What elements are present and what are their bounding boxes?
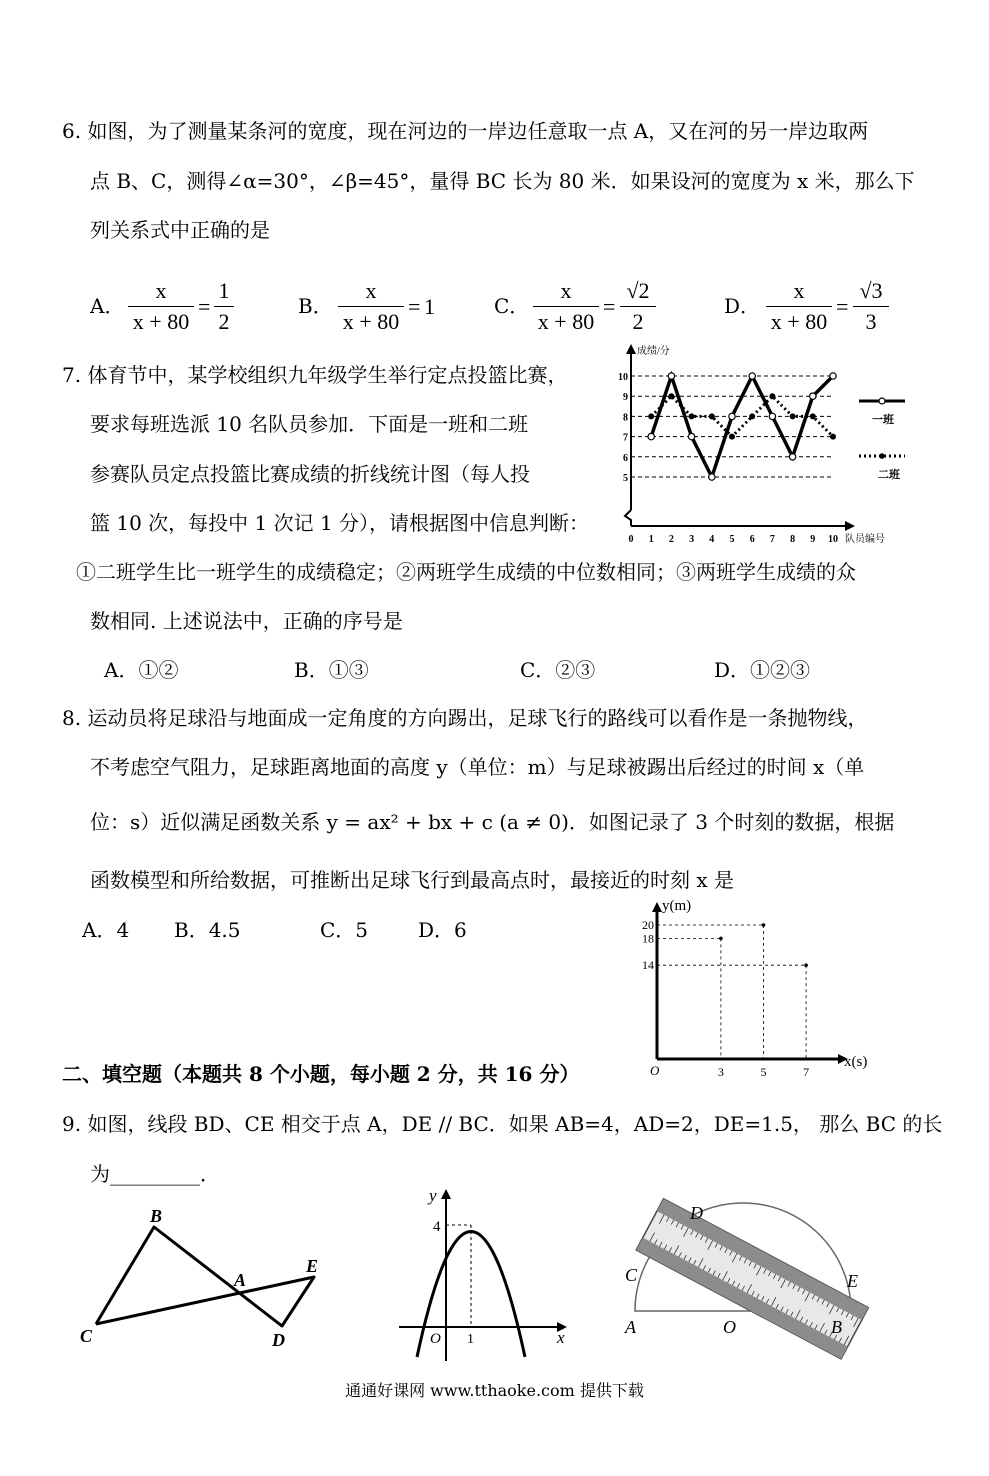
- data-point: [762, 923, 766, 927]
- q7-line4: 篮 10 次，每投中 1 次记 1 分），请根据图中信息判断：: [90, 511, 590, 535]
- numerator: x: [365, 278, 377, 303]
- y-tick-label: 9: [623, 392, 628, 404]
- x-tick-label: 6: [749, 534, 755, 545]
- q8-line3: 位：s）近似满足函数关系 y = ax² + bx + c (a ≠ 0)．如图记录了 3 个时刻的数据，根据: [90, 810, 895, 834]
- fraction-lhs: [766, 278, 832, 335]
- fraction-lhs: [533, 278, 599, 335]
- class2-point: [830, 434, 836, 440]
- class1-point: [810, 393, 816, 399]
- option-label: C．: [494, 294, 530, 318]
- option-label: B．: [298, 294, 333, 318]
- equals-sign: =: [198, 294, 211, 319]
- x-tick-label: 0: [628, 534, 634, 545]
- label-d: D: [690, 1203, 703, 1223]
- rhs-value: 1: [424, 294, 435, 319]
- label-e: E: [847, 1271, 858, 1291]
- denominator: 2: [632, 309, 644, 334]
- label-origin: O: [430, 1331, 441, 1347]
- y-tick-label: 6: [623, 452, 628, 464]
- x-tick-label: 3: [717, 1065, 724, 1079]
- numerator: √3: [859, 278, 883, 303]
- label-x: x: [557, 1328, 565, 1347]
- fraction-rhs: [214, 278, 234, 335]
- basketball-score-line-chart: [615, 342, 915, 557]
- x-tick-label: 5: [729, 534, 735, 545]
- denominator: x + 80: [770, 309, 828, 334]
- class1-point: [830, 373, 836, 379]
- data-point: [719, 937, 723, 941]
- denominator: 3: [865, 309, 877, 334]
- fraction-rhs: [620, 278, 656, 335]
- numerator: x: [155, 278, 167, 303]
- x-tick-label: 2: [668, 534, 674, 545]
- football-height-chart: [630, 890, 890, 1090]
- legend-class1-marker: [879, 398, 885, 404]
- class2-point: [709, 413, 715, 419]
- q7-line2: 要求每班选派 10 名队员参加．下面是一班和二班: [90, 412, 529, 436]
- label-a: A: [625, 1317, 636, 1337]
- label-b: B: [831, 1317, 842, 1337]
- x-tick-label: 3: [689, 534, 695, 545]
- y-axis-arrow: [441, 1189, 451, 1199]
- legend-class2-marker: [879, 453, 885, 459]
- class2-point: [648, 413, 654, 419]
- triangle-figure: [70, 1200, 340, 1360]
- x-axis-label: 队员编号: [845, 534, 885, 545]
- parabola-figure: [395, 1185, 575, 1365]
- y-axis-label: 成绩/分: [637, 346, 670, 357]
- label-o: O: [723, 1317, 736, 1337]
- y-tick-label: 8: [623, 412, 628, 424]
- denominator: x + 80: [132, 309, 190, 334]
- label-c: C: [80, 1326, 93, 1346]
- fraction-rhs: [853, 278, 889, 335]
- y-tick-label: 5: [623, 473, 628, 484]
- class1-point: [688, 433, 694, 439]
- q6-line1: 6. 如图，为了测量某条河的宽度，现在河边的一岸边任意取一点 A，又在河的另一岸边取两: [62, 119, 869, 143]
- axis-break: [625, 510, 631, 526]
- x-tick-label: 9: [810, 534, 816, 545]
- class2-point: [729, 434, 735, 440]
- equals-sign: =: [603, 294, 616, 319]
- x-tick-label: 5: [760, 1065, 767, 1079]
- x-tick-label: 1: [648, 534, 654, 545]
- q8-line1: 8. 运动员将足球沿与地面成一定角度的方向踢出，足球飞行的路线可以看作是一条抛物线，: [62, 706, 868, 730]
- x-tick-label: 10: [828, 534, 838, 545]
- numerator: x: [793, 278, 805, 303]
- label-c: C: [625, 1265, 638, 1285]
- footer: 通通好课网 www.tthaoke.com 提供下载: [345, 1381, 644, 1400]
- y-tick-label: 20: [642, 918, 654, 932]
- origin-label: O: [650, 1063, 660, 1078]
- class2-point: [769, 393, 775, 399]
- fraction-lhs: [128, 278, 194, 335]
- q7-line5: ①二班学生比一班学生的成绩稳定；②两班学生成绩的中位数相同；③两班学生成绩的众: [76, 560, 856, 584]
- y-tick-label: 14: [642, 958, 654, 973]
- equals-sign: =: [408, 294, 421, 319]
- class1-point: [729, 413, 735, 419]
- protractor-ruler-figure: [615, 1195, 875, 1360]
- label-a: A: [234, 1270, 247, 1290]
- option-label: D．: [724, 294, 761, 318]
- class1-point: [769, 413, 775, 419]
- y-axis-label: y(m): [662, 898, 692, 914]
- y-tick-label: 7: [623, 432, 628, 444]
- class2-point: [749, 413, 755, 419]
- data-point: [804, 963, 808, 967]
- q8-option-b[interactable]: B．4.5: [174, 918, 241, 942]
- label-b: B: [150, 1206, 163, 1226]
- denominator: 2: [218, 309, 230, 334]
- q6-line2: 点 B、C，测得∠α=30°，∠β=45°，量得 BC 长为 80 米．如果设河的宽度为 x 米，那么下: [90, 169, 915, 193]
- x-axis-label: x(s): [844, 1054, 868, 1070]
- class1-point: [668, 373, 674, 379]
- q7-option-b[interactable]: B．①③: [294, 658, 369, 682]
- label-1: 1: [467, 1332, 474, 1347]
- x-axis-arrow: [845, 521, 855, 531]
- q9-line1: 9. 如图，线段 BD、CE 相交于点 A，DE // BC．如果 AB=4，AD=2，DE=1.5， 那么 BC 的长: [62, 1112, 943, 1136]
- x-tick-label: 7: [769, 534, 775, 545]
- x-tick-label: 8: [790, 534, 796, 545]
- equals-sign: =: [836, 294, 849, 319]
- q8-option-c[interactable]: C．5: [320, 918, 369, 942]
- y-axis-arrow: [626, 344, 636, 354]
- option-label: A．: [90, 294, 125, 318]
- class1-point: [648, 433, 654, 439]
- q6-line3: 列关系式中正确的是: [90, 218, 270, 242]
- q7-option-c[interactable]: C．②③: [520, 658, 596, 682]
- q8-option-d[interactable]: D．6: [418, 918, 467, 942]
- label-e: E: [306, 1256, 319, 1276]
- q7-line6: 数相同. 上述说法中，正确的序号是: [90, 609, 403, 633]
- q8-option-a[interactable]: A．4: [82, 918, 130, 942]
- section-heading: 二、填空题（本题共 8 个小题，每小题 2 分，共 16 分）: [62, 1062, 580, 1086]
- legend-class1-label: 一班: [872, 414, 894, 426]
- numerator: 1: [218, 278, 230, 303]
- denominator: x + 80: [537, 309, 595, 334]
- x-tick-label: 4: [709, 534, 715, 545]
- y-axis-arrow: [652, 902, 662, 912]
- label-d: D: [272, 1330, 285, 1350]
- triangle-lines: [96, 1227, 314, 1326]
- label-4: 4: [433, 1219, 441, 1235]
- legend-class2-label: 二班: [878, 469, 900, 481]
- class1-point: [789, 454, 795, 460]
- y-tick-label: 10: [618, 372, 628, 383]
- y-tick-label: 18: [642, 931, 654, 946]
- q7-option-a[interactable]: A．①②: [104, 658, 179, 682]
- class1-point: [709, 474, 715, 480]
- q9-line2: 为_________．: [90, 1162, 220, 1186]
- fraction-lhs: [338, 278, 404, 335]
- class2-point: [689, 413, 695, 419]
- class2-point: [810, 413, 816, 419]
- q7-line1: 7. 体育节中，某学校组织九年级学生举行定点投篮比赛，: [62, 363, 568, 387]
- numerator: √2: [626, 278, 650, 303]
- q8-line4: 函数模型和所给数据，可推断出足球飞行到最高点时，最接近的时刻 x 是: [90, 868, 734, 892]
- q8-line2: 不考虑空气阻力，足球距离地面的高度 y（单位：m）与足球被踢出后经过的时间 x（单: [90, 755, 865, 779]
- q7-line3: 参赛队员定点投篮比赛成绩的折线统计图（每人投: [90, 462, 530, 486]
- numerator: x: [560, 278, 572, 303]
- class2-point: [668, 393, 674, 399]
- class1-point: [749, 373, 755, 379]
- denominator: x + 80: [342, 309, 400, 334]
- label-y: y: [429, 1186, 437, 1205]
- q7-option-d[interactable]: D．①②③: [714, 658, 811, 682]
- class2-point: [790, 413, 796, 419]
- x-tick-label: 7: [803, 1065, 810, 1079]
